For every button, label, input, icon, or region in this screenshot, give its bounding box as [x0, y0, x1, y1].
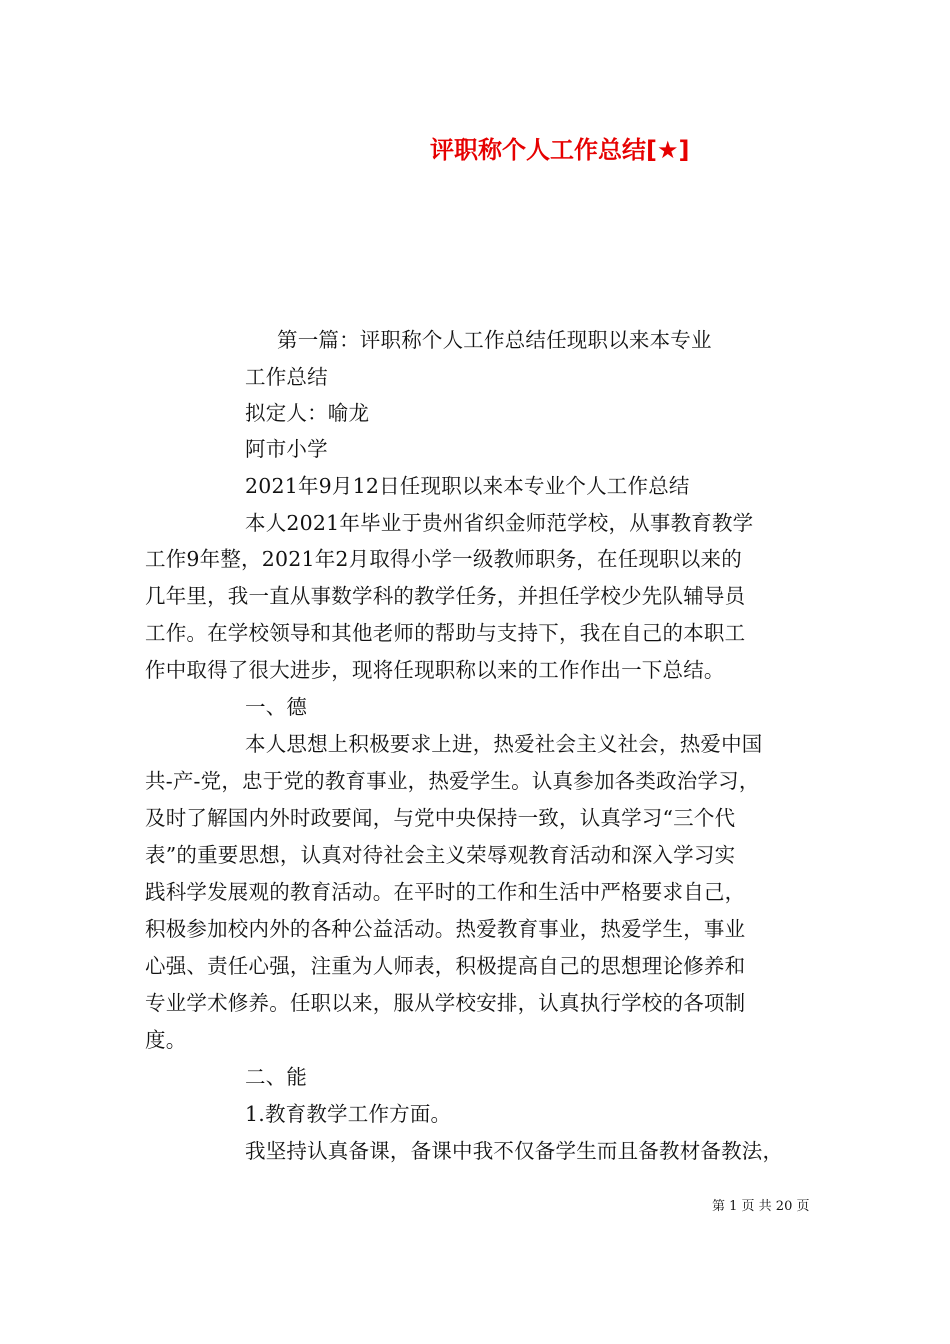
body-line: 本人2021年毕业于贵州省织金师范学校，从事教育教学: [245, 511, 754, 535]
section-heading: 一、德: [245, 695, 308, 719]
body-line: 本人思想上积极要求上进，热爱社会主义社会，热爱中国: [245, 732, 763, 756]
body-line: 第一篇：评职称个人工作总结任现职以来本专业: [277, 328, 712, 352]
body-line: 及时了解国内外时政要闻，与党中央保持一致，认真学习“三个代: [145, 806, 736, 830]
section-heading: 二、能: [245, 1065, 308, 1089]
body-line: 心强、责任心强，注重为人师表，积极提高自己的思想理论修养和: [145, 954, 746, 978]
body-line: 践科学发展观的教育活动。在平时的工作和生活中严格要求自己，: [145, 880, 746, 904]
body-line: 工作。在学校领导和其他老师的帮助与支持下，我在自己的本职工: [145, 621, 746, 645]
body-line: 作中取得了很大进步，现将任现职称以来的工作作出一下总结。: [145, 658, 725, 682]
body-line: 2021年9月12日任现职以来本专业个人工作总结: [245, 474, 690, 498]
body-line: 阿市小学: [245, 437, 328, 461]
subsection-heading: 1.教育教学工作方面。: [245, 1102, 452, 1126]
body-line: 度。: [145, 1028, 187, 1052]
body-line: 共-产-党，忠于党的教育事业，热爱学生。认真参加各类政治学习，: [145, 769, 760, 793]
document-title: 评职称个人工作总结[★]: [430, 136, 690, 164]
body-line: 工作总结: [245, 365, 328, 389]
body-line: 专业学术修养。任职以来，服从学校安排，认真执行学校的各项制: [145, 991, 746, 1015]
body-line: 几年里，我一直从事数学科的教学任务，并担任学校少先队辅导员: [145, 584, 746, 608]
body-line: 表”的重要思想，认真对待社会主义荣辱观教育活动和深入学习实: [145, 843, 736, 867]
page-footer: 第 1 页 共 20 页: [712, 1199, 810, 1214]
body-line: 我坚持认真备课，备课中我不仅备学生而且备教材备教法，: [245, 1139, 784, 1163]
body-line: 积极参加校内外的各种公益活动。热爱教育事业，热爱学生，事业: [145, 917, 746, 941]
body-line: 拟定人：喻龙: [245, 401, 370, 425]
body-line: 工作9年整，2021年2月取得小学一级教师职务，在任现职以来的: [145, 547, 742, 571]
